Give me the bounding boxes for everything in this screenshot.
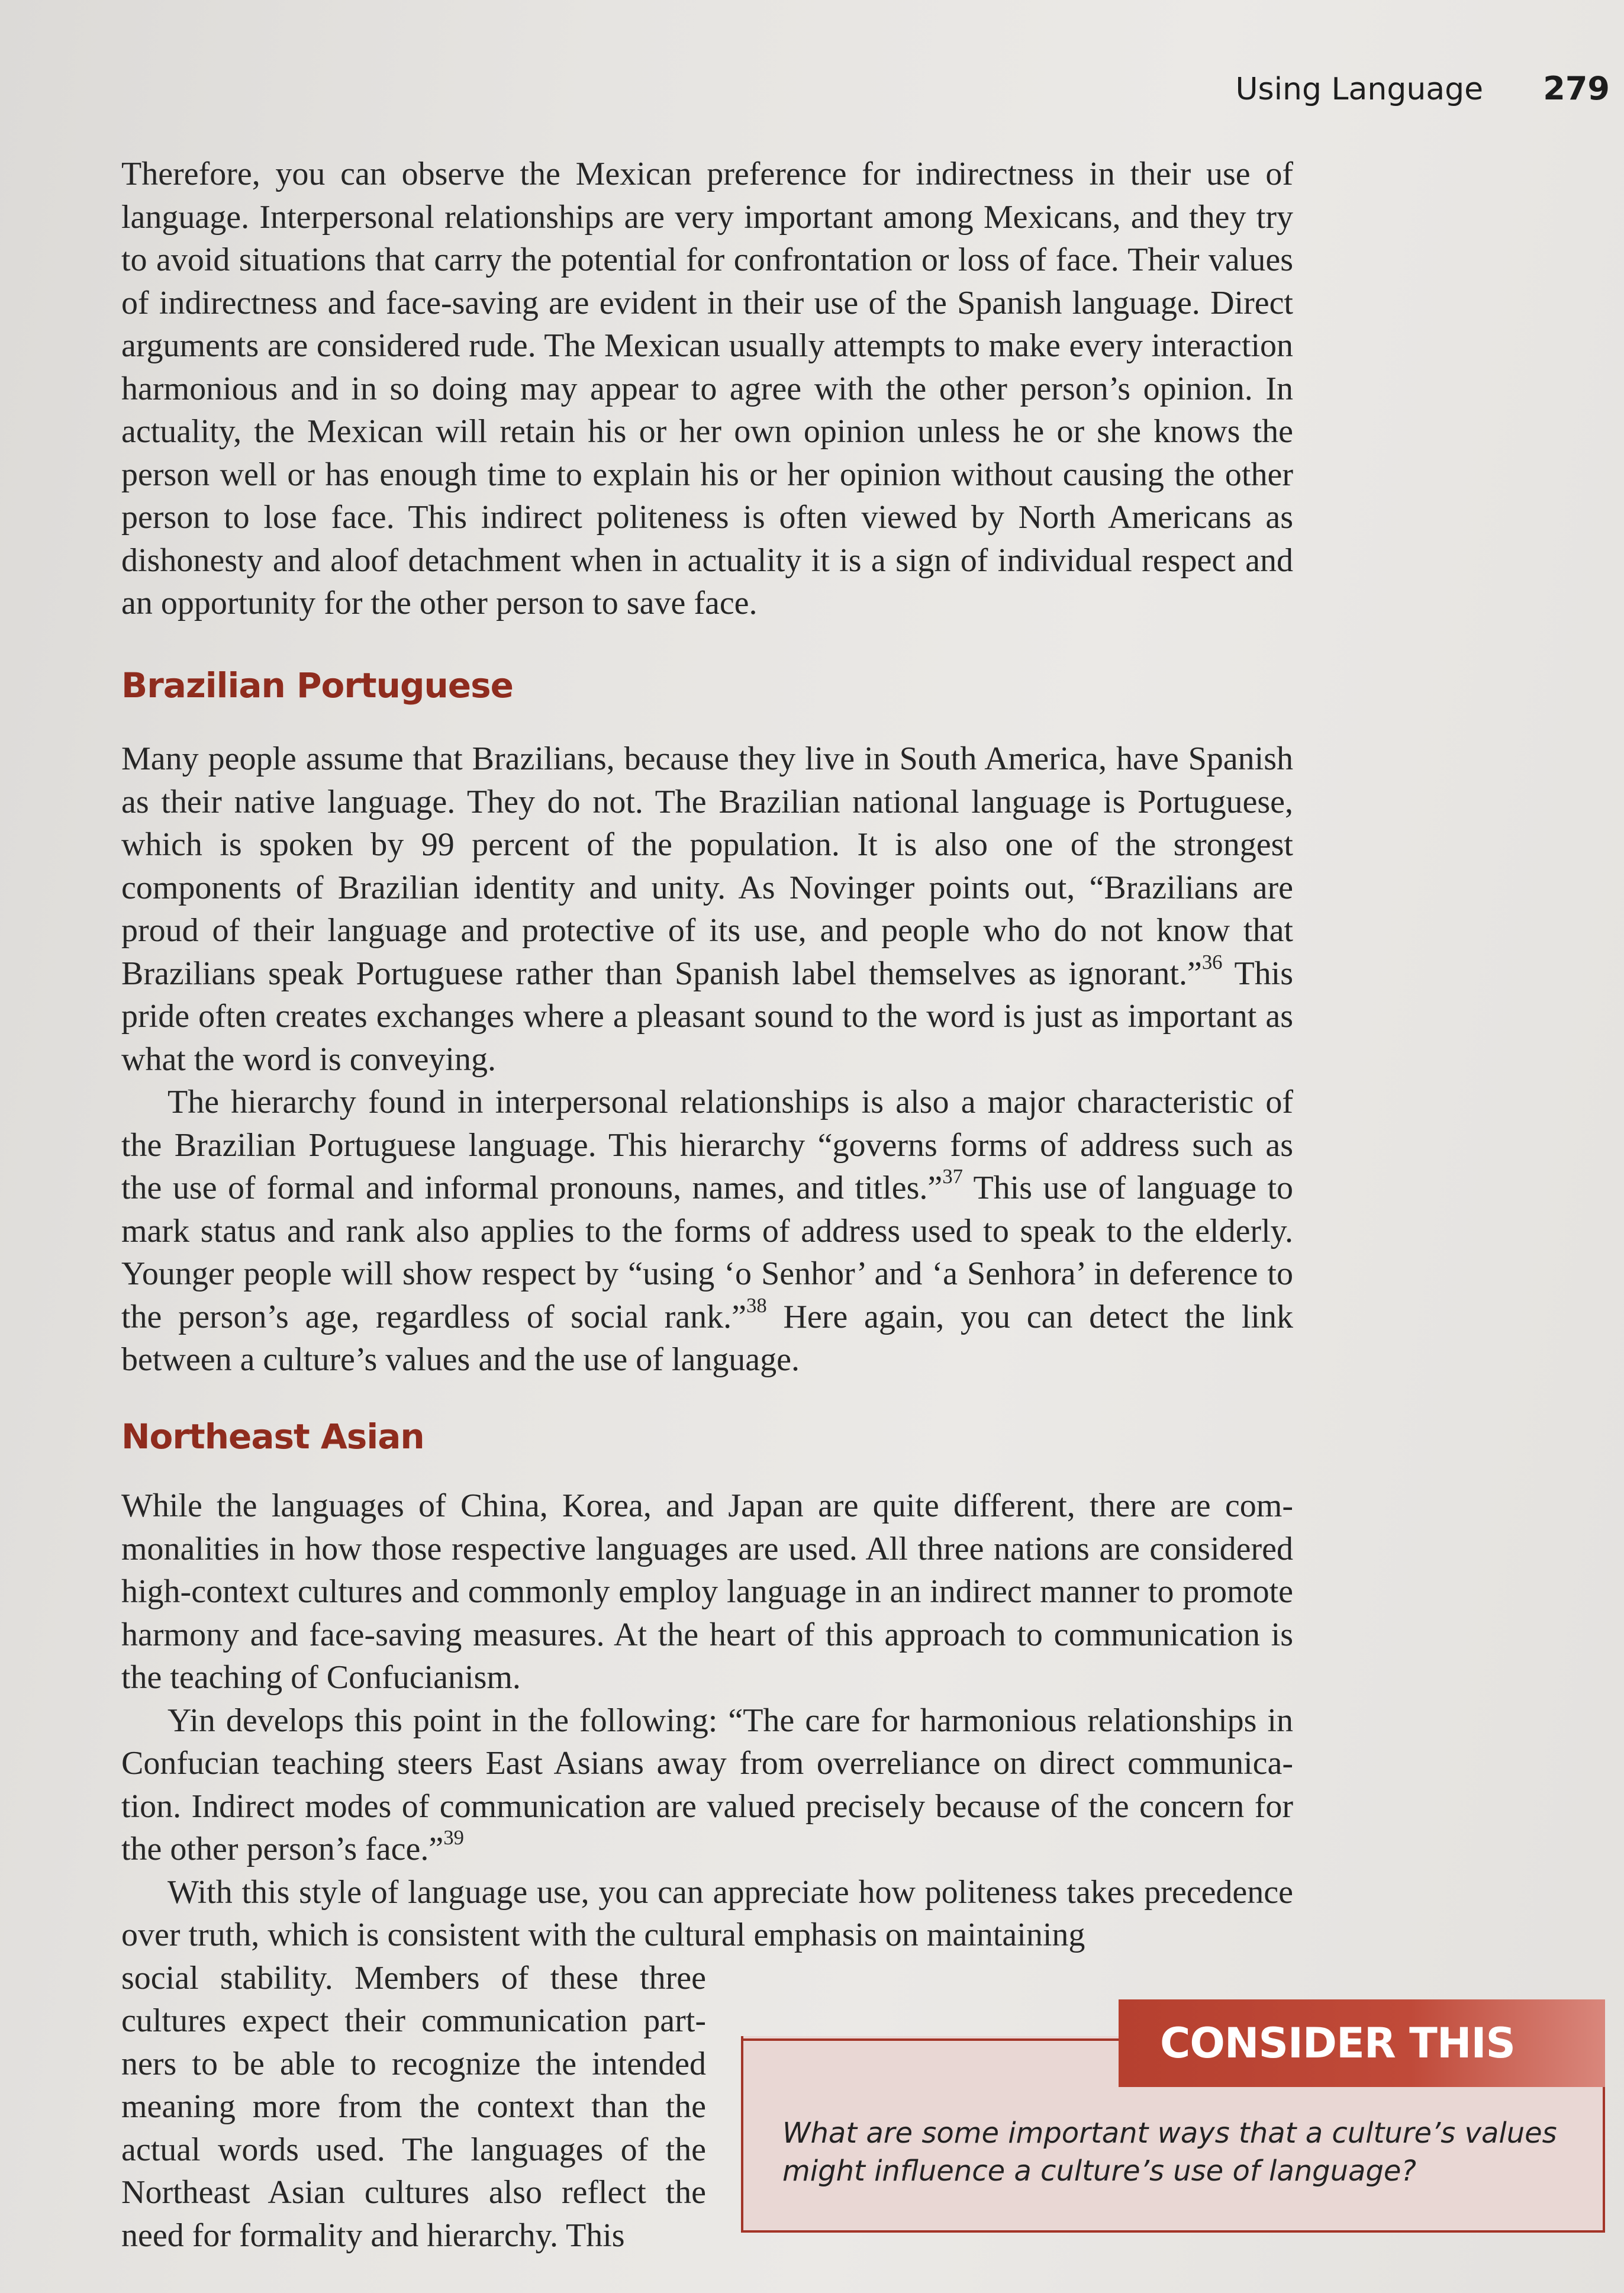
heading-brazilian-portuguese: Brazilian Portuguese	[121, 665, 513, 706]
paragraph-confucianism: While the languages of China, Korea, and Japan are quite different, there are commonalities in how those respective languages are used. All three nations are considered high-context cultures and commonly employ language in an indirect manner to promote harmony and face-saving measures. At the heart of this approach to communication is the teaching of Confucianism.	[121, 1487, 1293, 1696]
footnote-ref-38: 38	[746, 1293, 767, 1317]
paragraph-text: Yin develops this point in the following: “The care for harmonious relationships in Confucian teaching steers East Asians away from overreliance on direct communication. Indirect modes of communication are valued precisely because of the concern for the other person’s face.”	[121, 1702, 1293, 1867]
paragraph-mexican-indirectness	[121, 153, 1293, 625]
paragraph-text: Many people assume that Brazilians, because they live in South America, have Spanish as their native language. They do not. The Brazilian national language is Portuguese, which is spoken by 99 percent of the population. It is also one of the strongest components of Brazilian identity and unity. As Novinger points out, “Brazilians are proud of their language and protective of its use, and people who do not know that Brazilians speak Portuguese rather than Spanish label themselves as ignorant.”	[121, 740, 1293, 992]
consider-this-tab	[1119, 1999, 1605, 2087]
heading-northeast-asian: Northeast Asian	[121, 1416, 424, 1457]
footnote-ref-37: 37	[942, 1164, 963, 1188]
consider-this-question: What are some important ways that a culture’s values might influence a culture’s use of language?	[782, 2117, 1557, 2188]
footnote-ref-36: 36	[1201, 950, 1223, 974]
paragraph-text: Here again, you can detect the link between a culture’s values and the use of language.	[121, 1298, 1293, 1378]
paragraph-brazilian-identity	[121, 738, 1293, 1081]
paragraph-text: This use of language to mark status and rank also applies to the forms of address used to speak to the elderly. Younger people will show respect by “using ‘o Senhor’ and ‘a Senhora’ in deference to the person’s age, regardless of social rank.”	[121, 1170, 1294, 1335]
consider-this-title: CONSIDER THIS	[1160, 2019, 1515, 2067]
paragraph-text: Therefore, you can observe the Mexican preference for indirectness in their use of language. Interpersonal relationships are very important among Mexicans, and they try to avoid situations that carry the potential for confrontation or loss of face. Their values of indirectness and face-saving are evident in their use of the Spanish language. Direct arguments are considered rude. The Mexican usually attempts to make every interaction harmonious and in so doing may appear to agree with the other person’s opinion. In actuality, the Mexican will retain his or her own opinion unless he or she knows the person well or has enough time to explain his or her opinion without causing the other person to lose face. This indirect politeness is often viewed by North Americans as dishonesty and aloof detachment when in actuality it is a sign of individual respect and an opportunity for the other person to save face.	[121, 156, 1293, 621]
page-number: 279	[1543, 70, 1610, 107]
paragraph-social-stability: social stability. Members of these three cultures expect their communication partners to be able to recognize the intended meaning more from the context than the actual words used. The languages of the Northeast Asian cultures also reflect the need for formality and hierarchy. This	[121, 1959, 706, 2254]
footnote-ref-39: 39	[443, 1825, 464, 1849]
running-head-section: Using Language	[1235, 72, 1484, 107]
paragraph-text: The hierarchy found in interpersonal relationships is also a major characteristic of the Brazilian Portuguese language. This hierarchy “governs forms of address such as the use of formal and informal pronouns, names, and titles.”	[121, 1084, 1293, 1206]
paragraph-yin-quote	[121, 1699, 1293, 1871]
paragraph-brazilian-hierarchy	[121, 1081, 1293, 1381]
paragraph-politeness: With this style of language use, you can appreciate how politeness takes precedence over truth, which is consistent with the cultural emphasis on maintaining	[121, 1873, 1293, 1953]
paragraph-text: This pride often creates exchanges where a pleasant sound to the word is just as important as what the word is conveying.	[121, 955, 1293, 1078]
section-brazilian-portuguese	[121, 738, 1293, 1381]
running-head	[1235, 70, 1610, 107]
consider-this-rule	[741, 2038, 1120, 2041]
